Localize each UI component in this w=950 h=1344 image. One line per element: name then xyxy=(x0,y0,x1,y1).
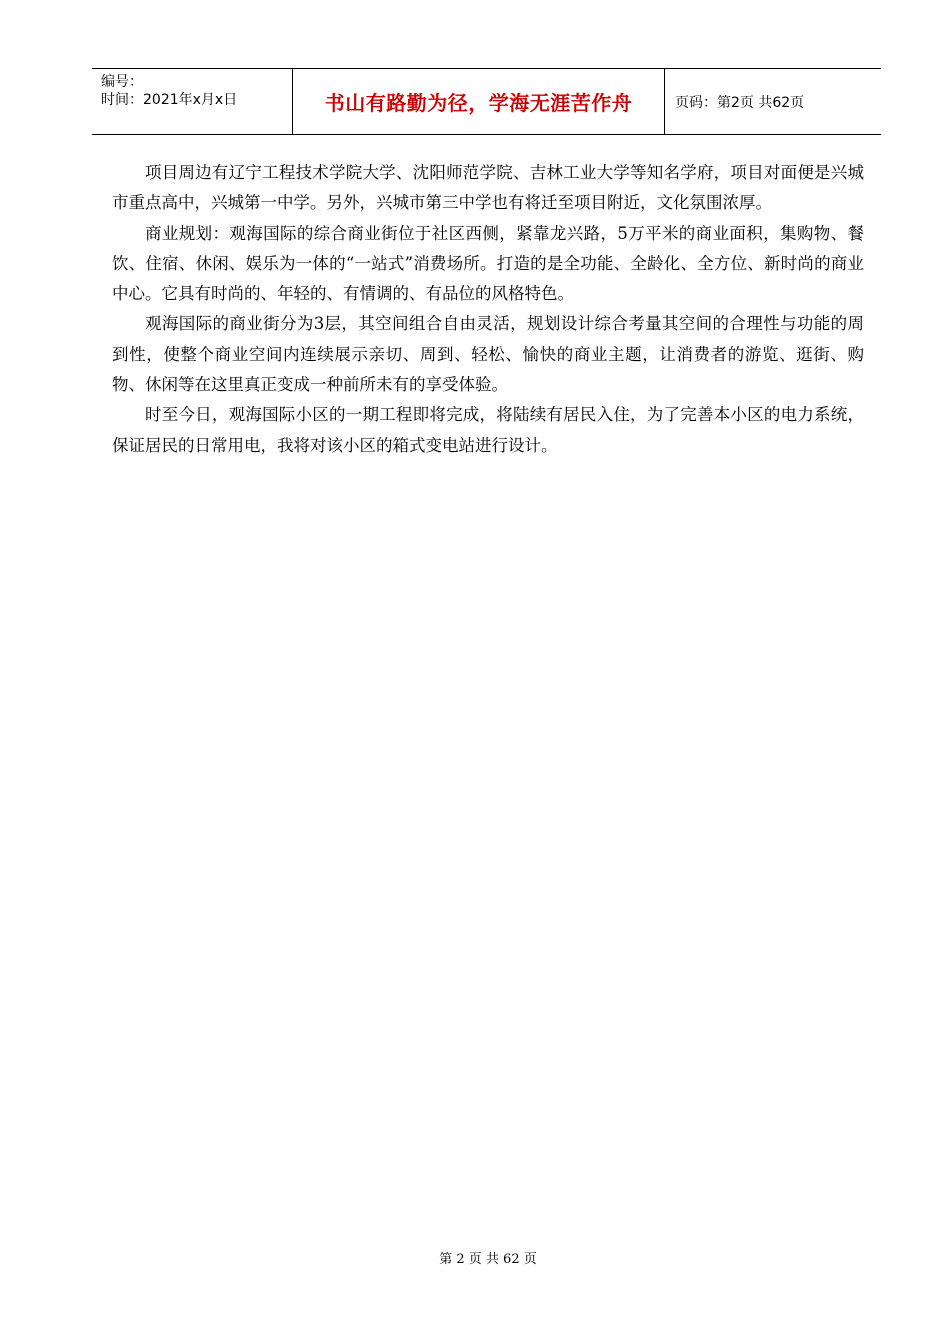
page-label: 页码：第2页 共62页 xyxy=(675,94,805,111)
header-motto-cell xyxy=(293,69,665,134)
document-header xyxy=(92,68,881,135)
time-label: 时间：2021年x月x日 xyxy=(101,92,238,108)
paragraph: 商业规划：观海国际的综合商业街位于社区西侧，紧靠龙兴路，5万平米的商业面积，集购物、餐饮、住宿、休闲、娱乐为一体的“一站式”消费场所。打造的是全功能、全龄化、全方位、新时尚的商业中心。它具有时尚的、年轻的、有情调的、有品位的风格特色。 xyxy=(112,223,864,304)
motto-text: 书山有路勤为径，学海无涯苦作舟 xyxy=(324,91,633,115)
paragraph: 项目周边有辽宁工程技术学院大学、沈阳师范学院、吉林工业大学等知名学府，项目对面便是兴城市重点高中，兴城第一中学。另外，兴城市第三中学也有将迁至项目附近，文化氛围浓厚。 xyxy=(112,163,864,213)
document-body xyxy=(112,158,864,461)
page-footer xyxy=(0,1248,950,1267)
header-page-cell xyxy=(665,69,881,134)
paragraph: 观海国际的商业街分为3层，其空间组合自由灵活，规划设计综合考量其空间的合理性与功能的周到性，使整个商业空间内连续展示亲切、周到、轻松、愉快的商业主题，让消费者的游览、逛街、购物、休闲等在这里真正变成一种前所未有的享受体验。 xyxy=(112,314,864,395)
paragraph: 时至今日，观海国际小区的一期工程即将完成，将陆续有居民入住，为了完善本小区的电力系统，保证居民的日常用电，我将对该小区的箱式变电站进行设计。 xyxy=(112,405,864,455)
footer-page-number: 第 2 页 共 62 页 xyxy=(439,1252,537,1267)
number-label: 编号： xyxy=(101,74,143,90)
header-info-cell xyxy=(92,69,293,134)
